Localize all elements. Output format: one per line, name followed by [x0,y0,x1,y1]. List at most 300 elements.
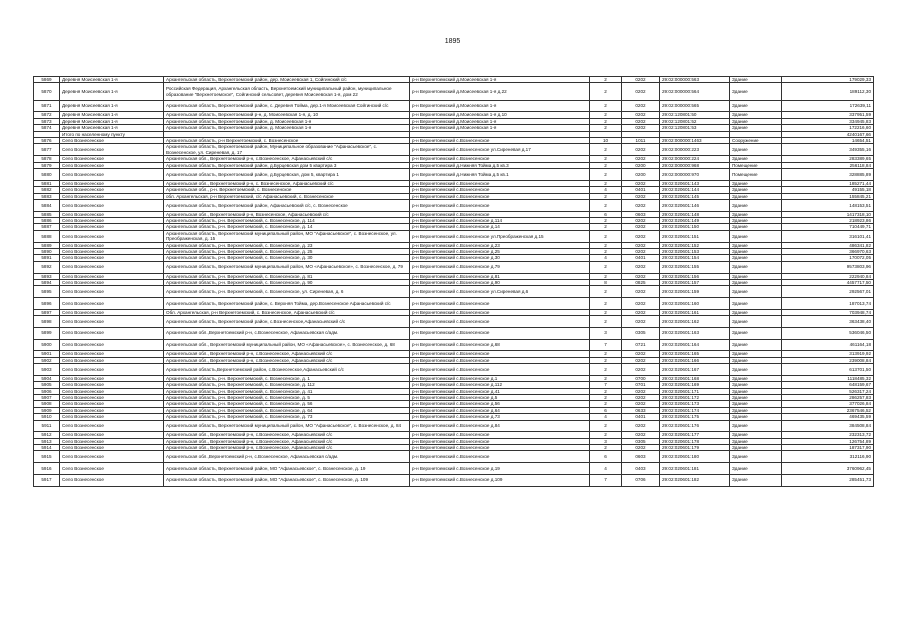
normalized-address-cell: р-н Верхнетоемский с.Вознесенское ул.Сиреневая д.6 [410,286,590,298]
cadastral-number-cell: 29:02:020601:164 [660,339,730,351]
group-code-cell: 2 [590,218,622,224]
group-code-cell: 6 [590,451,622,463]
object-type-cell: Здание [730,474,782,486]
object-address-cell: Архангельская область, Верхнетоемский район, МО "Афанасьевское", с. Вознесенское, д. 109 [164,474,410,486]
object-address-cell: Архангельская область, р-н. Верхнетоемский, с. Вознесенское, д. 56 [164,401,410,407]
settlement-name-cell: Село Вознесенское [60,156,164,162]
settlement-name-cell: Село Вознесенское [60,187,164,193]
object-address-cell: Архангельская обл., Верхнетоемский р-н, с.Вознесенское, Афанасьевский с/с [164,445,410,451]
cadastral-number-cell: 29:02:020601:159 [660,286,730,298]
settlement-name-cell: Село Вознесенское [60,351,164,357]
table-row [34,100,874,112]
group-code-cell: 10 [590,137,622,143]
row-number-cell: 5882 [34,187,60,193]
use-code-cell: 0202 [622,261,660,273]
settlement-name-cell: Село Вознесенское [60,463,164,475]
object-type-cell: Здание [730,407,782,413]
object-type-cell: Здание [730,357,782,363]
row-number-cell: 5884 [34,199,60,211]
settlement-name-cell: Итого по населенному пункту [60,131,164,137]
normalized-address-cell: р-н Верхнетоемский с.Вознесенское [410,193,590,199]
settlement-name-cell: Село Вознесенское [60,445,164,451]
cadastral-value-cell: 148153,51 [782,199,874,211]
group-code-cell: 2 [590,298,622,310]
group-code-cell: 2 [590,261,622,273]
settlement-name-cell: Село Вознесенское [60,224,164,230]
settlement-name-cell: Село Вознесенское [60,357,164,363]
cadastral-number-cell: 29:02:000000:564 [660,83,730,100]
settlement-name-cell: Село Вознесенское [60,394,164,400]
cadastral-value-cell: 187013,74 [782,298,874,310]
group-code-cell: 2 [590,125,622,131]
use-code-cell: 0401 [622,187,660,193]
use-code-cell: 0202 [622,180,660,186]
use-code-cell: 0202 [622,100,660,112]
row-number-cell: 5910 [34,414,60,420]
row-number-cell: 5893 [34,273,60,279]
group-code-cell: 7 [590,339,622,351]
table-row [34,451,874,463]
group-code-cell: 2 [590,351,622,357]
object-type-cell: Помещение [730,162,782,168]
normalized-address-cell: р-н Верхнетоемский с.Вознесенское [410,432,590,438]
normalized-address-cell: р-н Верхнетоемский с.Вознесенское [410,327,590,339]
table-row [34,316,874,328]
row-number-cell: 5905 [34,382,60,388]
object-address-cell: Архангельская обл.,Верхнетоемский р-н, с.Вознесенское, Афанасьевская с/адм. [164,327,410,339]
cadastral-number-cell: 29:02:000000:223 [660,144,730,156]
table-row [34,339,874,351]
cadastral-value-cell: 218923,86 [782,218,874,224]
cadastral-value-cell: 703948,74 [782,309,874,315]
group-code-cell: 4 [590,187,622,193]
cadastral-value-cell: 286257,83 [782,394,874,400]
row-number-cell: 5878 [34,156,60,162]
use-code-cell: 0305 [622,438,660,444]
use-code-cell: 0401 [622,414,660,420]
group-code-cell: 2 [590,249,622,255]
settlement-name-cell: Село Вознесенское [60,432,164,438]
cadastral-value-cell: 179029,33 [782,77,874,83]
object-type-cell: Здание [730,394,782,400]
object-address-cell: Архангельская обл., Верхнетоемский р-н, с.Вознесенское, Афанасьевский с/с [164,438,410,444]
object-type-cell: Здание [730,432,782,438]
cadastral-number-cell: 29:02:020601:168 [660,375,730,381]
group-code-cell: 2 [590,309,622,315]
cadastral-value-cell: 486341,82 [782,242,874,248]
group-code-cell: 2 [590,445,622,451]
row-number-cell: 5891 [34,255,60,261]
object-type-cell: Здание [730,187,782,193]
settlement-name-cell: Село Вознесенское [60,211,164,217]
use-code-cell: 0202 [622,144,660,156]
normalized-address-cell: р-н Верхнетоемский д.Нижняя Тойма д.5 кв.3 [410,162,590,168]
cadastral-number-cell: 29:02:020601:174 [660,407,730,413]
row-number-cell: 5880 [34,169,60,181]
use-code-cell: 0200 [622,169,660,181]
settlement-name-cell: Село Вознесенское [60,309,164,315]
object-type-cell: Здание [730,255,782,261]
normalized-address-cell: р-н Верхнетоемский с.Вознесенское д.56 [410,401,590,407]
use-code-cell: 0202 [622,286,660,298]
object-type-cell: Здание [730,118,782,124]
object-address-cell: Обл. Архангельская, р-н Верхнетоемский, с. Вознесенское, Афанасьевский с/с [164,309,410,315]
object-type-cell: Здание [730,279,782,285]
group-code-cell: 6 [590,407,622,413]
row-number-cell: 5916 [34,463,60,475]
cadastral-value-cell: 292567,01 [782,286,874,298]
row-number-cell: 5886 [34,218,60,224]
normalized-address-cell: р-н Верхнетоемский д.Моисеевская 1-я [410,100,590,112]
settlement-name-cell: Село Вознесенское [60,401,164,407]
cadastral-value-cell: 285451,73 [782,474,874,486]
group-code-cell: 2 [590,273,622,279]
settlement-name-cell: Село Вознесенское [60,162,164,168]
object-type-cell: Здание [730,388,782,394]
settlement-name-cell: Село Вознесенское [60,279,164,285]
group-code-cell: 2 [590,375,622,381]
group-code-cell: 2 [590,230,622,242]
object-address-cell: Архангельская область, р-н Верхнетоемский, с. Вознесенское [164,137,410,143]
group-code-cell: 7 [590,474,622,486]
use-code-cell: 0603 [622,451,660,463]
settlement-name-cell: Село Вознесенское [60,242,164,248]
use-code-cell: 0202 [622,218,660,224]
normalized-address-cell: р-н Верхнетоемский с.Вознесенское [410,309,590,315]
row-number-cell: 5881 [34,180,60,186]
use-code-cell: 0701 [622,382,660,388]
settlement-name-cell: Село Вознесенское [60,137,164,143]
object-type-cell: Здание [730,309,782,315]
cadastral-value-cell: 384508,84 [782,420,874,432]
cadastral-number-cell: 29:02:020601:144 [660,187,730,193]
cadastral-number-cell: 29:02:020601:149 [660,218,730,224]
cadastral-value-cell: 14654,51 [782,137,874,143]
cadastral-number-cell: 29:02:020601:161 [660,309,730,315]
use-code-cell: 0202 [622,118,660,124]
row-number-cell: 5902 [34,357,60,363]
cadastral-value-cell: 316101,41 [782,230,874,242]
object-address-cell: Архангельская область, р-н. Верхнетоемский, с. Вознесенское, д. 81 [164,273,410,279]
use-code-cell: 0202 [622,77,660,83]
settlement-name-cell: Село Вознесенское [60,298,164,310]
normalized-address-cell: р-н Верхнетоемский с.Вознесенское [410,180,590,186]
object-type-cell: Здание [730,420,782,432]
settlement-name-cell: Село Вознесенское [60,199,164,211]
settlement-name-cell: Село Вознесенское [60,339,164,351]
cadastral-value-cell: 1417318,10 [782,211,874,217]
use-code-cell: 0202 [622,125,660,131]
object-address-cell: Архангельская область, Верхнетоемский муниципальный район, МО "Афанасьевское", с. Вознесенское, д. 84 [164,420,410,432]
cadastral-value-cell: 328885,89 [782,169,874,181]
settlement-name-cell: Деревня Моисеевская 1-я [60,83,164,100]
use-code-cell: 0202 [622,394,660,400]
group-code-cell: 2 [590,199,622,211]
cadastral-number-cell: 29:02:000000:224 [660,156,730,162]
object-address-cell: Архангельская область, Верхнетоемский район, МО "Афанасьевское", с. Вознесенское, д. 19 [164,463,410,475]
cadastral-value-cell: 155845,21 [782,193,874,199]
object-type-cell: Здание [730,273,782,279]
settlement-name-cell: Село Вознесенское [60,180,164,186]
object-address-cell: Архангельская область, р-н. Верхнетоемский, с. Вознесенское, ул. Сиреневая, д. 6 [164,286,410,298]
settlement-name-cell: Село Вознесенское [60,375,164,381]
registry-table [33,76,874,487]
object-type-cell: Здание [730,144,782,156]
use-code-cell: 0202 [622,420,660,432]
cadastral-number-cell: 29:02:020601:166 [660,357,730,363]
cadastral-number-cell: 29:02:120801:53 [660,125,730,131]
cadastral-number-cell: 29:02:020601:156 [660,273,730,279]
cadastral-value-cell: 9573803,96 [782,261,874,273]
normalized-address-cell: р-н Верхнетоемский с.Вознесенское д.90 [410,279,590,285]
cadastral-number-cell: 29:02:020601:172 [660,394,730,400]
normalized-address-cell: р-н Верхнетоемский с.Вознесенское д.112 [410,382,590,388]
object-address-cell: Архангельская обл., Верхнетоемский р-н, Вознесенское, Афанасьевский с/с [164,211,410,217]
object-type-cell: Здание [730,199,782,211]
object-type-cell: Здание [730,339,782,351]
group-code-cell: 2 [590,401,622,407]
group-code-cell: 4 [590,463,622,475]
object-address-cell: Архангельская область, р-н. Верхнетоемский, с. Вознесенское, д. 64 [164,407,410,413]
group-code-cell: 2 [590,357,622,363]
cadastral-number-cell: 29:02:020601:143 [660,180,730,186]
cadastral-number-cell: 29:02:020601:179 [660,445,730,451]
object-type-cell: Здание [730,156,782,162]
normalized-address-cell: р-н Верхнетоемский с.Вознесенское [410,298,590,310]
cadastral-number-cell: 29:02:020601:146 [660,199,730,211]
normalized-address-cell: р-н Верхнетоемский с.Вознесенское [410,156,590,162]
use-code-cell: 0700 [622,375,660,381]
row-number-cell: 5888 [34,230,60,242]
object-address-cell: Архангельская область, Верхнетоемский район, с. Верхняя Тойма, дер.Вознесенское Афанасьевский с/с [164,298,410,310]
object-address-cell: Архангельская область, р-н. Верхнетоемский, с. Вознесенское, д. 5 [164,394,410,400]
object-address-cell: Архангельская обл., Верхнетоемский р-н, с.Вознесенское, Афанасьевский с/с [164,156,410,162]
cadastral-value-cell: 185271,44 [782,180,874,186]
group-code-cell: 7 [590,382,622,388]
object-address-cell: Архангельская область, Верхнетоемский муниципальный район, МО "Афанасьевское", с. Вознесенское, ул. Преображенская, д. 15 [164,230,410,242]
object-address-cell: Архангельская область, Верхнетоемский район, с. Деревня Тойма, дер.1-я Моисеевская Сойгинский с/с [164,100,410,112]
object-type-cell: Здание [730,100,782,112]
object-address-cell: Архангельская область, р-н. Верхнетоемский, с. Вознесенское, д. 73 [164,414,410,420]
object-type-cell: Здание [730,401,782,407]
object-type-cell: Помещение [730,169,782,181]
settlement-name-cell: Село Вознесенское [60,144,164,156]
use-code-cell: 0202 [622,432,660,438]
object-type-cell: Здание [730,382,782,388]
cadastral-number-cell: 29:02:120801:52 [660,118,730,124]
cadastral-number-cell: 29:02:020601:154 [660,255,730,261]
settlement-name-cell: Село Вознесенское [60,451,164,463]
normalized-address-cell: р-н Верхнетоемский д.Нижняя Тойма д.5 кв.1 [410,169,590,181]
cadastral-number-cell: 29:02:120801:50 [660,112,730,118]
cadastral-value-cell: 187317,90 [782,445,874,451]
object-address-cell: Архангельская область, Верхнетоемский р-н, д. Моисеевская 1-я, д. 10 [164,112,410,118]
normalized-address-cell: р-н Верхнетоемский с.Вознесенское [410,316,590,328]
settlement-name-cell: Село Вознесенское [60,169,164,181]
settlement-name-cell: Село Вознесенское [60,273,164,279]
cadastral-value-cell: 172639,11 [782,100,874,112]
row-number-cell: 5909 [34,407,60,413]
table-row [34,83,874,100]
settlement-name-cell: Село Вознесенское [60,249,164,255]
row-number-cell: 5869 [34,77,60,83]
row-number-cell: 5872 [34,112,60,118]
cadastral-value-cell: 461164,18 [782,339,874,351]
row-number-cell: 5901 [34,351,60,357]
group-code-cell: 3 [590,327,622,339]
cadastral-value-cell: 232313,72 [782,432,874,438]
object-address-cell: Архангельская область, Верхнетоемский район, с.Вознесенское,Афанасьевский с/с [164,316,410,328]
group-code-cell: 2 [590,364,622,376]
object-type-cell: Здание [730,316,782,328]
normalized-address-cell: р-н Верхнетоемский с.Вознесенское д.41 [410,388,590,394]
normalized-address-cell: р-н Верхнетоемский с.Вознесенское [410,199,590,211]
cadastral-number-cell: 29:02:020601:182 [660,474,730,486]
cadastral-number-cell: 29:02:020601:171 [660,388,730,394]
use-code-cell: 0202 [622,401,660,407]
table-row [34,286,874,298]
cadastral-number-cell: 29:02:020601:160 [660,298,730,310]
use-code-cell: 0603 [622,211,660,217]
object-type-cell: Здание [730,438,782,444]
row-number-cell: 5915 [34,451,60,463]
object-type-cell: Здание [730,375,782,381]
row-number-cell: 5897 [34,309,60,315]
page-number: 1895 [444,38,461,45]
normalized-address-cell: р-н Верхнетоемский с.Вознесенское д.64 [410,407,590,413]
row-number-cell: 5887 [34,224,60,230]
cadastral-value-cell: 172216,60 [782,125,874,131]
cadastral-value-cell: 312116,90 [782,451,874,463]
normalized-address-cell: р-н Верхнетоемский с.Вознесенское [410,351,590,357]
normalized-address-cell: р-н Верхнетоемский д.Моисеевская 1-я [410,77,590,83]
group-code-cell: 4 [590,414,622,420]
object-address-cell: Российская Федерация, Архангельская область, Верхнетоемский муниципальный район, муниципальное образование "Верхнетоемское", Сойгинский сельсовет, деревня Моисеевская 1-я, дом 22 [164,83,410,100]
use-code-cell: 0200 [622,162,660,168]
cadastral-number-cell: 29:02:020601:162 [660,316,730,328]
object-address-cell: Архангельская область, Верхнетоемский район, дер. Моисеевская 1, Сойгинский с/с [164,77,410,83]
cadastral-value-cell: 283389,65 [782,156,874,162]
group-code-cell: 2 [590,286,622,298]
normalized-address-cell: р-н Верхнетоемский с.Вознесенское д.73 [410,414,590,420]
settlement-name-cell: Деревня Моисеевская 1-я [60,100,164,112]
group-code-cell: 2 [590,193,622,199]
object-type-cell: Здание [730,286,782,298]
object-type-cell: Здание [730,463,782,475]
group-code-cell: 2 [590,112,622,118]
row-number-cell: 5879 [34,162,60,168]
use-code-cell: 0202 [622,357,660,363]
cadastral-value-cell: 1118485,32 [782,375,874,381]
object-address-cell: Архангельская область, р-н. Верхнетоемский, с. Вознесенское, д. 14 [164,224,410,230]
use-code-cell: 0401 [622,255,660,261]
object-type-cell: Здание [730,445,782,451]
object-address-cell: Архангельская область, р-н. Верхнетоемский, с. Вознесенское, д. 25 [164,249,410,255]
row-number-cell: 5870 [34,83,60,100]
cadastral-value-cell: 3760962,45 [782,463,874,475]
table-row [34,463,874,475]
cadastral-number-cell: 29:02:020601:163 [660,327,730,339]
settlement-name-cell: Село Вознесенское [60,218,164,224]
normalized-address-cell: р-н Верхнетоемский с.Вознесенское д.81 [410,273,590,279]
settlement-name-cell: Село Вознесенское [60,230,164,242]
object-address-cell: Архангельская обл.,Верхнетоемский р-н, с.Вознесенское, Афанасьевская с/адм. [164,451,410,463]
row-number-cell: 5911 [34,420,60,432]
use-code-cell: 0202 [622,351,660,357]
object-address-cell: Архангельская область, р-н. Верхнетоемский, с. Вознесенское, д. 114 [164,218,410,224]
cadastral-number-cell: 29:02:020601:180 [660,451,730,463]
normalized-address-cell: р-н Верхнетоемский с.Вознесенское [410,187,590,193]
cadastral-value-cell: 377026,84 [782,401,874,407]
cadastral-number-cell: 29:02:020601:173 [660,401,730,407]
cadastral-number-cell: 29:02:000000:970 [660,169,730,181]
object-type-cell: Здание [730,327,782,339]
row-number-cell: 5874 [34,125,60,131]
table-row [34,261,874,273]
cadastral-value-cell: 170072,05 [782,255,874,261]
normalized-address-cell: р-н Верхнетоемский с.Вознесенское [410,137,590,143]
normalized-address-cell: р-н Верхнетоемский с.Вознесенское [410,364,590,376]
cadastral-value-cell: 613701,50 [782,364,874,376]
group-code-cell: 2 [590,316,622,328]
row-number-cell: 5904 [34,375,60,381]
table-row [34,169,874,181]
cadastral-number-cell: 29:02:020601:169 [660,382,730,388]
object-type-cell: Здание [730,211,782,217]
cadastral-value-cell: 363438,40 [782,316,874,328]
table-row [34,327,874,339]
cadastral-number-cell: 29:02:020601:176 [660,420,730,432]
use-code-cell: 0403 [622,463,660,475]
row-number-cell: 5894 [34,279,60,285]
group-code-cell: 2 [590,420,622,432]
cadastral-number-cell: 29:02:020601:167 [660,364,730,376]
object-address-cell: Архангельская обл., Верхнетоемский муниципальный район, МО «Афанасьевское», с. Вознесенское, д. 68 [164,339,410,351]
normalized-address-cell: р-н Верхнетоемский д.Моисеевская 1-я д.10 [410,112,590,118]
use-code-cell: 0202 [622,230,660,242]
object-type-cell: Здание [730,193,782,199]
settlement-name-cell: Село Вознесенское [60,388,164,394]
row-number-cell: 5917 [34,474,60,486]
normalized-address-cell: р-н Верхнетоемский с.Вознесенское [410,211,590,217]
group-code-cell: 2 [590,144,622,156]
row-number-cell: 5883 [34,193,60,199]
settlement-name-cell: Село Вознесенское [60,193,164,199]
use-code-cell: 0825 [622,279,660,285]
row-number-cell: 5900 [34,339,60,351]
settlement-name-cell: Деревня Моисеевская 1-я [60,125,164,131]
object-address-cell: Архангельская область, Верхнетоемский район, д.Бурцевская дом 5 квартира 3 [164,162,410,168]
cadastral-value-cell: 313919,92 [782,351,874,357]
object-address-cell: Архангельская область, Верхнетоемский район, Афанасьевский с/с, с. Вознесенское [164,199,410,211]
group-code-cell: 2 [590,180,622,186]
settlement-name-cell: Село Вознесенское [60,286,164,298]
group-code-cell: 2 [590,100,622,112]
normalized-address-cell: р-н Верхнетоемский д.Моисеевская 1-я [410,125,590,131]
cadastral-number-cell: 29:02:020601:148 [660,211,730,217]
normalized-address-cell: р-н Верхнетоемский с.Вознесенское [410,445,590,451]
cadastral-number-cell: 29:02:000000:563 [660,77,730,83]
object-address-cell: Архангельская область, р-н. Верхнетоемский, с. Вознесенское, д. 30 [164,255,410,261]
cadastral-number-cell: 29:02:020601:165 [660,351,730,357]
object-type-cell: Здание [730,298,782,310]
object-address-cell: Архангельская область, р-н. Верхнетоемский, с. Вознесенское, д. 41 [164,388,410,394]
object-address-cell: Архангельская обл., Верхнетоемский р-н, с.Вознесенское, Афанасьевский с/с [164,351,410,357]
cadastral-value-cell: 189112,30 [782,83,874,100]
group-code-cell: 2 [590,156,622,162]
group-code-cell: 2 [590,224,622,230]
row-number-cell: 5871 [34,100,60,112]
